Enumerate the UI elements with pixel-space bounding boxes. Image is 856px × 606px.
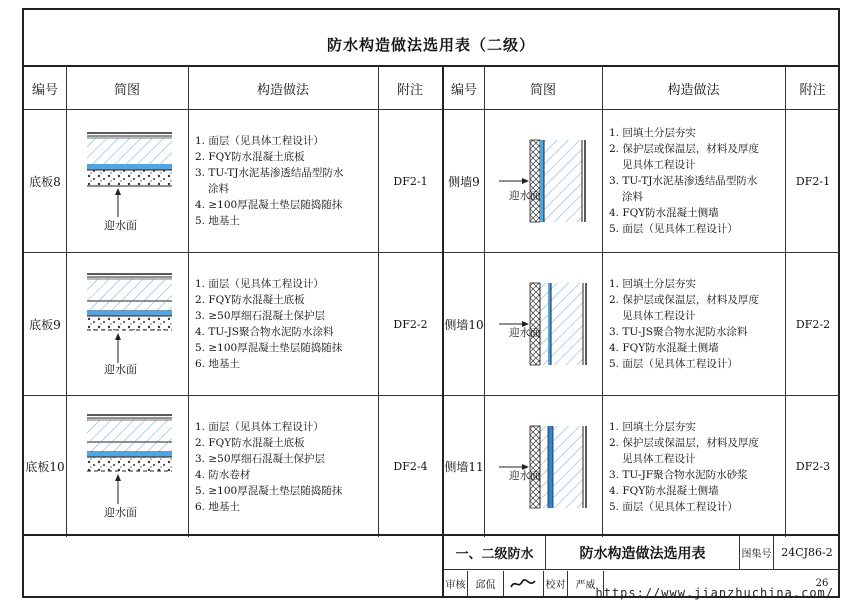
step: 5. ≥100厚混凝土垫层随捣随抹 (195, 342, 343, 354)
step: 3. ≥50厚细石混凝土保护层 (195, 452, 326, 465)
water-face-label: 迎水面 (509, 327, 541, 339)
step: 6. 地基土 (195, 500, 240, 513)
step: 3. ≥50厚细石混凝土保护层 (195, 310, 326, 322)
drawing-sheet (22, 8, 840, 598)
step: 2. FQY防水混凝土底板 (195, 436, 305, 449)
checker-name: 严威 (568, 571, 604, 596)
step: 3. TU-JF聚合物水泥防水砂浆 (609, 468, 748, 481)
water-face-label: 迎水面 (104, 506, 137, 519)
block-title: 防水构造做法选用表 (546, 536, 740, 570)
step: 1. 回填土分层夯实 (609, 278, 696, 290)
step: 2. 保护层或保温层，材料及厚度 (609, 436, 759, 449)
step: 1. 回填土分层夯实 (609, 127, 696, 139)
step: 5. 地基土 (195, 215, 240, 227)
step: 1. 面层（见具体工程设计） (195, 278, 324, 290)
row-code: 底板9 (29, 317, 61, 332)
row-code: 侧墙11 (444, 460, 484, 474)
step: 4. TU-JS聚合物水泥防水涂料 (195, 326, 334, 338)
step: 1. 回填土分层夯实 (609, 420, 696, 433)
atlas-label: 图集号 (740, 536, 774, 570)
row-note: DF2-4 (393, 460, 428, 473)
reviewer-name: 邱侃 (468, 571, 504, 596)
step: 2. 保护层或保温层，材料及厚度 (609, 143, 759, 155)
step: 1. 面层（见具体工程设计） (195, 135, 324, 147)
step: 4. ≥100厚混凝土垫层随捣随抹 (195, 199, 343, 211)
step-continuation: 涂料 (622, 191, 643, 203)
header-note-right: 附注 (799, 82, 826, 98)
step-continuation: 见具体工程设计 (622, 452, 696, 465)
method-steps (189, 396, 378, 537)
step: 6. 地基土 (195, 358, 240, 370)
step: 5. ≥100厚混凝土垫层随捣随抹 (195, 484, 343, 497)
row-code: 底板8 (29, 174, 61, 189)
step: 3. TU-TJ水泥基渗透结晶型防水 (609, 175, 758, 187)
step: 5. 面层（见具体工程设计） (609, 500, 738, 513)
row-code: 侧墙9 (448, 174, 480, 189)
wall-diagram (485, 253, 602, 395)
step: 4. FQY防水混凝土侧墙 (609, 207, 719, 219)
table-title-row (24, 10, 838, 67)
page-number: 26 (815, 578, 829, 589)
header-code-left: 编号 (31, 82, 58, 98)
header-method-right: 构造做法 (667, 82, 720, 98)
header-note-left: 附注 (396, 82, 423, 98)
method-steps (603, 396, 785, 537)
step: 2. FQY防水混凝土底板 (195, 151, 305, 163)
method-steps (603, 253, 785, 395)
table-title: 防水构造做法选用表（二级） (326, 36, 535, 54)
step: 2. 保护层或保温层，材料及厚度 (609, 294, 759, 306)
row-note: DF2-3 (795, 460, 831, 473)
step: 5. 面层（见具体工程设计） (609, 223, 738, 235)
row-note: DF2-2 (393, 317, 428, 331)
water-face-label: 迎水面 (104, 363, 137, 376)
watermark: https://www.jianzhuchina.com/ (595, 586, 834, 600)
step: 5. 面层（见具体工程设计） (609, 358, 738, 370)
method-steps (603, 110, 785, 252)
step: 4. FQY防水混凝土侧墙 (609, 342, 719, 354)
step: 2. FQY防水混凝土底板 (195, 294, 305, 306)
row-note: DF2-1 (393, 174, 428, 188)
step-continuation: 见具体工程设计 (622, 310, 696, 322)
row-note: DF2-1 (795, 174, 831, 188)
water-face-label: 迎水面 (509, 190, 541, 202)
check-label: 校对 (544, 571, 568, 596)
header-diagram-left: 简图 (113, 82, 140, 98)
atlas-number: 24CJ86-2 (774, 536, 840, 570)
section-label: 一、二级防水 (444, 536, 546, 570)
row-code: 底板10 (25, 460, 65, 474)
step: 4. 防水卷材 (195, 468, 251, 481)
water-face-label: 迎水面 (104, 219, 137, 232)
review-label: 审核 (444, 571, 468, 596)
construction-table (24, 67, 838, 537)
wall-diagram (485, 110, 602, 252)
water-face-label: 迎水面 (509, 470, 541, 482)
header-code-right: 编号 (450, 82, 477, 98)
method-steps (189, 110, 378, 252)
step: 3. TU-JS聚合物水泥防水涂料 (609, 326, 748, 338)
step: 4. FQY防水混凝土侧墙 (609, 484, 719, 497)
header-method-left: 构造做法 (256, 82, 309, 98)
header-diagram-right: 简图 (529, 82, 556, 98)
step-continuation: 涂料 (208, 183, 229, 195)
step-continuation: 见具体工程设计 (622, 159, 696, 171)
wall-diagram (485, 396, 602, 537)
reviewer-signature (504, 571, 544, 596)
row-note: DF2-2 (795, 317, 831, 331)
method-steps (189, 253, 378, 395)
step: 1. 面层（见具体工程设计） (195, 420, 324, 433)
step: 3. TU-TJ水泥基渗透结晶型防水 (195, 167, 344, 179)
row-code: 侧墙10 (444, 317, 484, 332)
